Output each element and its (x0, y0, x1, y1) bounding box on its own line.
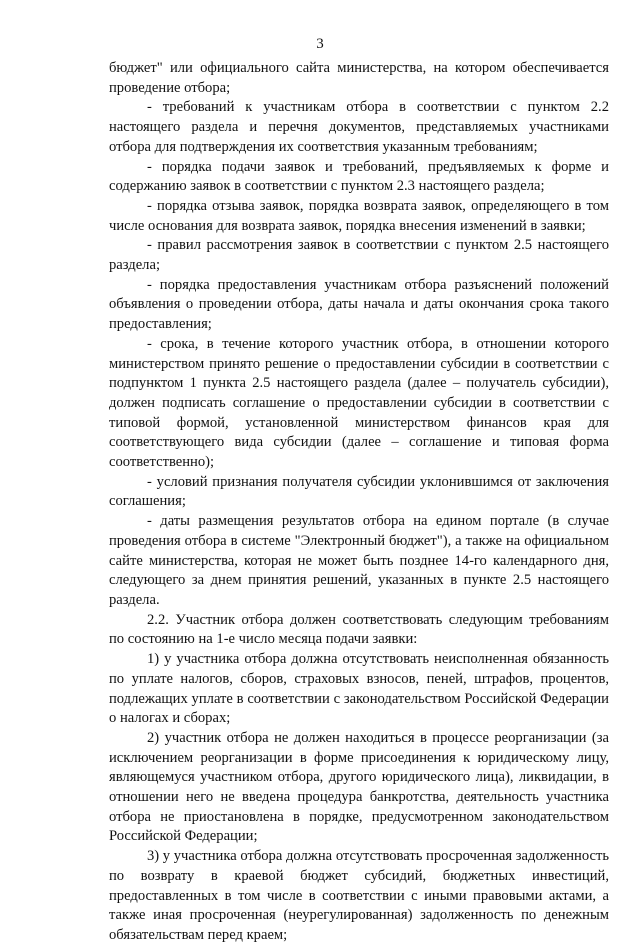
paragraph-results-date: - даты размещения результатов отбора на едином портале (в случае проведения отбора в системе "Электронный бюджет"), а также на официальном сайте министерства, которая не может быть позднее 14-го календарного дня, следующего за днем принятия решений, указанных в пункте 2.5 настоящего раздела. (109, 513, 609, 608)
document-body (109, 59, 609, 946)
paragraph-review-rules: - правил рассмотрения заявок в соответствии с пунктом 2.5 настоящего раздела; (109, 237, 609, 274)
paragraph-agreement-deadline: - срока, в течение которого участник отбора, в отношении которого министерством принято решение о предоставлении субсидии в соответствии с подпунктом 1 пункта 2.5 настоящего раздела (далее – получатель субсидии), должен подписать соглашение о предоставлении субсидии в соответствии с типовой формой, установленной министерством финансов края для соответствующего вида субсидии (далее – соглашение и типовая форма соответственно); (109, 335, 609, 471)
paragraph-participant-requirements: - требований к участникам отбора в соответствии с пунктом 2.2 настоящего раздела и перечня документов, представляемых участниками отбора для подтверждения их соответствия указанным требованиям; (109, 99, 609, 155)
paragraph-evasion-conditions: - условий признания получателя субсидии уклонившимся от заключения соглашения; (109, 473, 609, 510)
paragraph-clarifications: - порядка предоставления участникам отбора разъяснений положений объявления о проведении отбора, даты начала и даты окончания срока такого предоставления; (109, 276, 609, 333)
paragraph-submission-procedure: - порядка подачи заявок и требований, предъявляемых к форме и содержанию заявок в соответствии с пунктом 2.3 настоящего раздела; (109, 158, 609, 195)
paragraph-withdrawal-procedure: - порядка отзыва заявок, порядка возврата заявок, определяющего в том числе основания для возврата заявок, порядка внесения изменений в заявки; (109, 197, 609, 234)
paragraph-requirement-2: 2) участник отбора не должен находиться в процессе реорганизации (за исключением реорганизации в форме присоединения к юридическому лицу, являющемуся участником отбора, другого юридического лица), ликвидации, в отношении него не введена процедура банкротства, деятельность участника отбора не приостановлена в порядке, предусмотренном законодательством Российской Федерации; (109, 729, 609, 845)
page-number: 3 (316, 36, 324, 52)
paragraph-section-2-2: 2.2. Участник отбора должен соответствовать следующим требованиям по состоянию на 1-е число месяца подачи заявки: (109, 611, 609, 648)
paragraph-requirement-3: 3) у участника отбора должна отсутствовать просроченная задолженность по возврату в краевой бюджет субсидий, бюджетных инвестиций, предоставленных в том числе в соответствии с иными правовыми актами, а также иная просроченная (неурегулированная) задолженность по денежным обязательствам перед краем; (109, 848, 609, 943)
paragraph-requirement-1: 1) у участника отбора должна отсутствовать неисполненная обязанность по уплате налогов, сборов, страховых взносов, пеней, штрафов, процентов, подлежащих уплате в соответствии с законодательством Российской Федерации о налогах и сборах; (109, 651, 609, 727)
paragraph-continuation: бюджет" или официального сайта министерства, на котором обеспечивается проведение отбора; (109, 60, 609, 96)
